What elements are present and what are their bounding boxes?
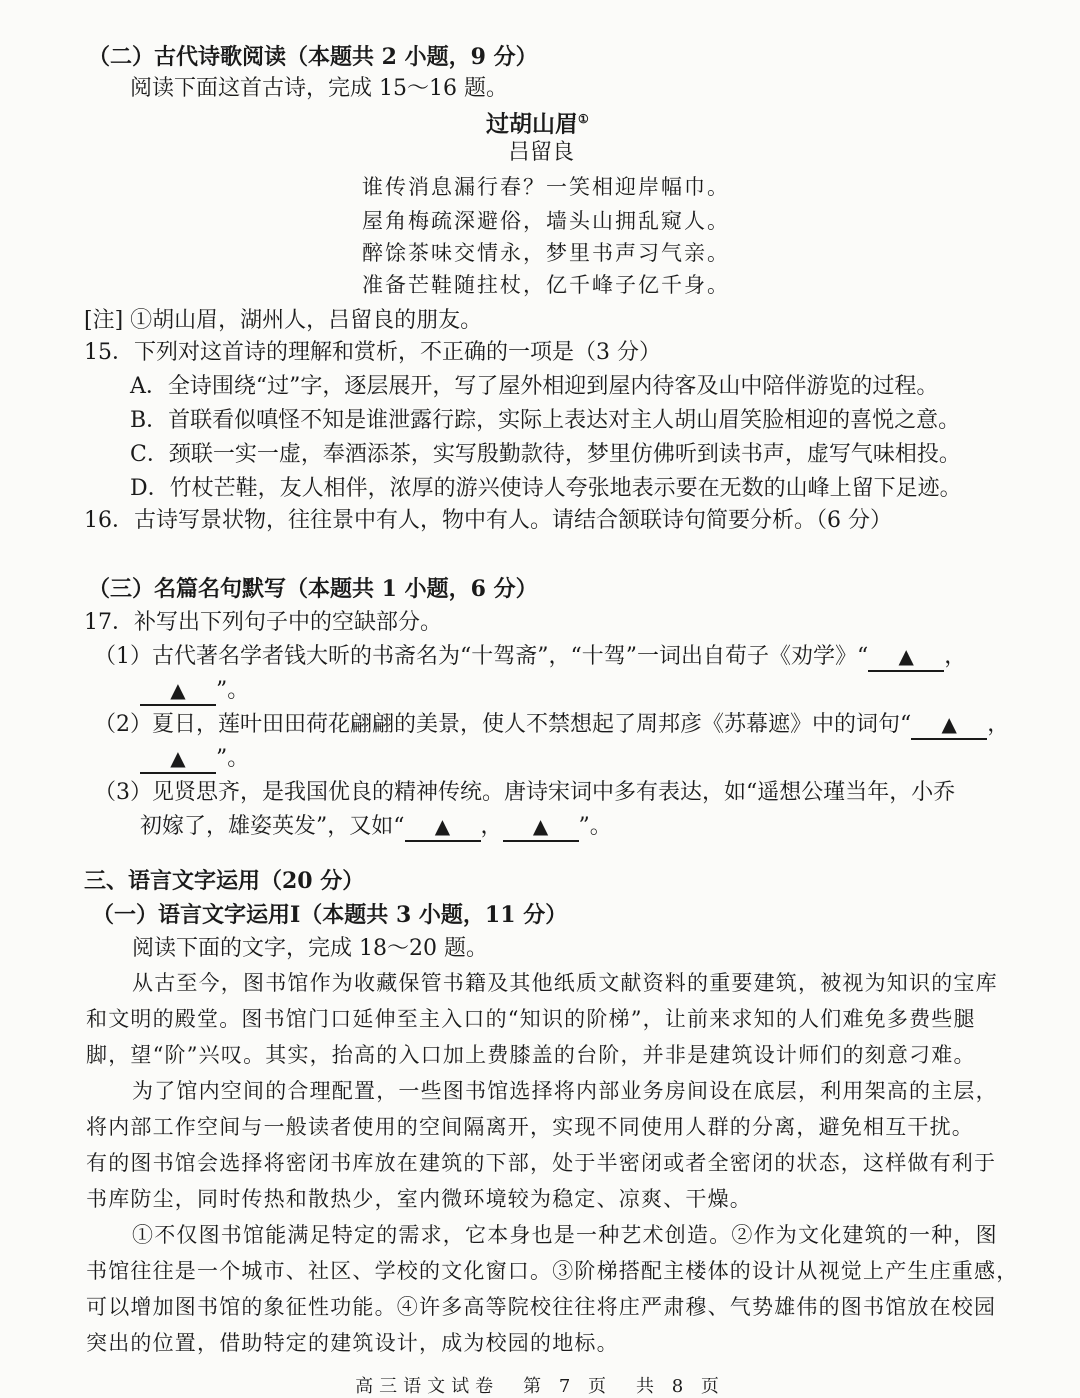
question-17-item-2-cont — [140, 744, 249, 774]
paragraph-line: 从古至今，图书馆作为收藏保管书籍及其他纸质文献资料的重要建筑，被视为知识的宝库 — [132, 971, 998, 995]
question-17-item-2 — [94, 710, 1009, 740]
page-footer: 高三语文试卷 第 7 页 共 8 页 — [355, 1376, 725, 1397]
poem-author: 吕留良 — [508, 140, 575, 165]
answer-blank[interactable] — [140, 746, 216, 774]
question-15-option-a: A．全诗围绕“过”字，逐层展开，写了屋外相迎到屋内待客及山中陪伴游览的过程。 — [130, 374, 939, 399]
question-17-item-3: （3）见贤思齐，是我国优良的精神传统。唐诗宋词中多有表达，如“遥想公瑾当年，小乔 — [94, 780, 956, 805]
blank-triangle-icon: ▲ — [170, 746, 186, 770]
closing-quote: ”。 — [578, 814, 612, 839]
poem-title-text: 过胡山眉 — [486, 110, 578, 138]
poem-line: 屋角梅疏深避俗，墙头山拥乱窥人。 — [362, 209, 730, 233]
answer-blank[interactable] — [405, 814, 481, 842]
section-heading-poetry: （二）古代诗歌阅读（本题共 2 小题，9 分） — [88, 44, 538, 70]
blank-triangle-icon: ▲ — [532, 814, 549, 838]
answer-blank[interactable] — [911, 712, 987, 740]
question-15-stem: 15．下列对这首诗的理解和赏析，不正确的一项是（3 分） — [84, 340, 661, 365]
item-1-text: （1）古代著名学者钱大昕的书斋名为“十驾斋”，“十驾”一词出自荀子《劝学》“ — [94, 644, 869, 669]
answer-blank[interactable] — [140, 678, 216, 706]
question-17-item-1 — [94, 642, 966, 672]
comma: ， — [480, 814, 503, 839]
comma: ， — [944, 644, 967, 669]
question-15-option-d: D．竹杖芒鞋，友人相伴，浓厚的游兴使诗人夸张地表示要在无数的山峰上留下足迹。 — [130, 476, 962, 501]
paragraph-line: 突出的位置，借助特定的建筑设计，成为校园的地标。 — [86, 1331, 619, 1355]
answer-blank[interactable] — [503, 814, 579, 842]
sub-heading-language-use-1: （一）语言文字运用Ⅰ（本题共 3 小题，11 分） — [92, 902, 568, 928]
answer-blank[interactable] — [868, 644, 944, 672]
question-17-stem: 17．补写出下列句子中的空缺部分。 — [84, 610, 442, 635]
paragraph-line: 书馆往往是一个城市、社区、学校的文化窗口。③阶梯搭配主楼体的设计从视觉上产生庄重感， — [86, 1259, 1019, 1283]
question-16: 16．古诗写景状物，往往景中有人，物中有人。请结合颔联诗句简要分析。（6 分） — [84, 508, 892, 533]
blank-triangle-icon: ▲ — [941, 712, 957, 736]
poem-title — [486, 104, 589, 140]
paragraph-line: 和文明的殿堂。图书馆门口延伸至主入口的“知识的阶梯”，让前来求知的人们难免多费些腿 — [86, 1007, 976, 1031]
poem-line: 醉馀茶味交情永，梦里书声习气亲。 — [362, 241, 730, 265]
paragraph-line: 书库防尘，同时传热和散热少，室内微环境较为稳定、凉爽、干燥。 — [86, 1187, 752, 1211]
paragraph-line: 有的图书馆会选择将密闭书库放在建筑的下部，处于半密闭或者全密闭的状态，这样做有利于 — [86, 1151, 997, 1175]
blank-triangle-icon: ▲ — [170, 678, 186, 702]
blank-triangle-icon: ▲ — [434, 814, 451, 838]
blank-triangle-icon: ▲ — [898, 644, 914, 668]
closing-quote: ”。 — [216, 746, 250, 771]
paragraph-line: ①不仅图书馆能满足特定的需求，它本身也是一种艺术创造。②作为文化建筑的一种，图 — [132, 1223, 998, 1247]
poem-line: 准备芒鞋随拄杖，亿千峰子亿千身。 — [362, 273, 730, 297]
paragraph-line: 为了馆内空间的合理配置，一些图书馆选择将内部业务房间设在底层，利用架高的主层， — [132, 1079, 998, 1103]
question-15-option-b: B．首联看似嗔怪不知是谁泄露行踪，实际上表达对主人胡山眉笑脸相迎的喜悦之意。 — [130, 408, 961, 433]
poem-note: [注] ①胡山眉，湖州人，吕留良的朋友。 — [84, 308, 483, 333]
question-17-item-3-cont — [140, 812, 612, 842]
section-heading-recitation: （三）名篇名句默写（本题共 1 小题，6 分） — [88, 576, 538, 602]
instruction-language: 阅读下面的文字，完成 18～20 题。 — [132, 936, 488, 961]
item-3-text: 初嫁了，雄姿英发”，又如“ — [140, 814, 405, 839]
footnote-mark: ① — [578, 112, 589, 126]
poem-line: 谁传消息漏行春？一笑相迎岸幅巾。 — [362, 175, 730, 199]
closing-quote: ”。 — [216, 678, 250, 703]
paragraph-line: 可以增加图书馆的象征性功能。④许多高等院校往往将庄严肃穆、气势雄伟的图书馆放在校园 — [86, 1295, 997, 1319]
paragraph-line: 脚，望“阶”兴叹。其实，抬高的入口加上费膝盖的台阶，并非是建筑设计师们的刻意刁难。 — [86, 1043, 976, 1067]
part-heading-language-use: 三、语言文字运用（20 分） — [84, 868, 365, 894]
comma: ， — [987, 712, 1010, 737]
paragraph-line: 将内部工作空间与一般读者使用的空间隔离开，实现不同使用人群的分离，避免相互干扰。 — [86, 1115, 974, 1139]
question-15-option-c: C．颈联一实一虚，奉酒添茶，实写殷勤款待，梦里仿佛听到读书声，虚写气味相投。 — [130, 442, 961, 467]
question-17-item-1-cont — [140, 676, 249, 706]
item-2-text: （2）夏日，莲叶田田荷花翩翩的美景，使人不禁想起了周邦彦《苏幕遮》中的词句“ — [94, 712, 912, 737]
instruction-poetry: 阅读下面这首古诗，完成 15～16 题。 — [130, 76, 508, 101]
